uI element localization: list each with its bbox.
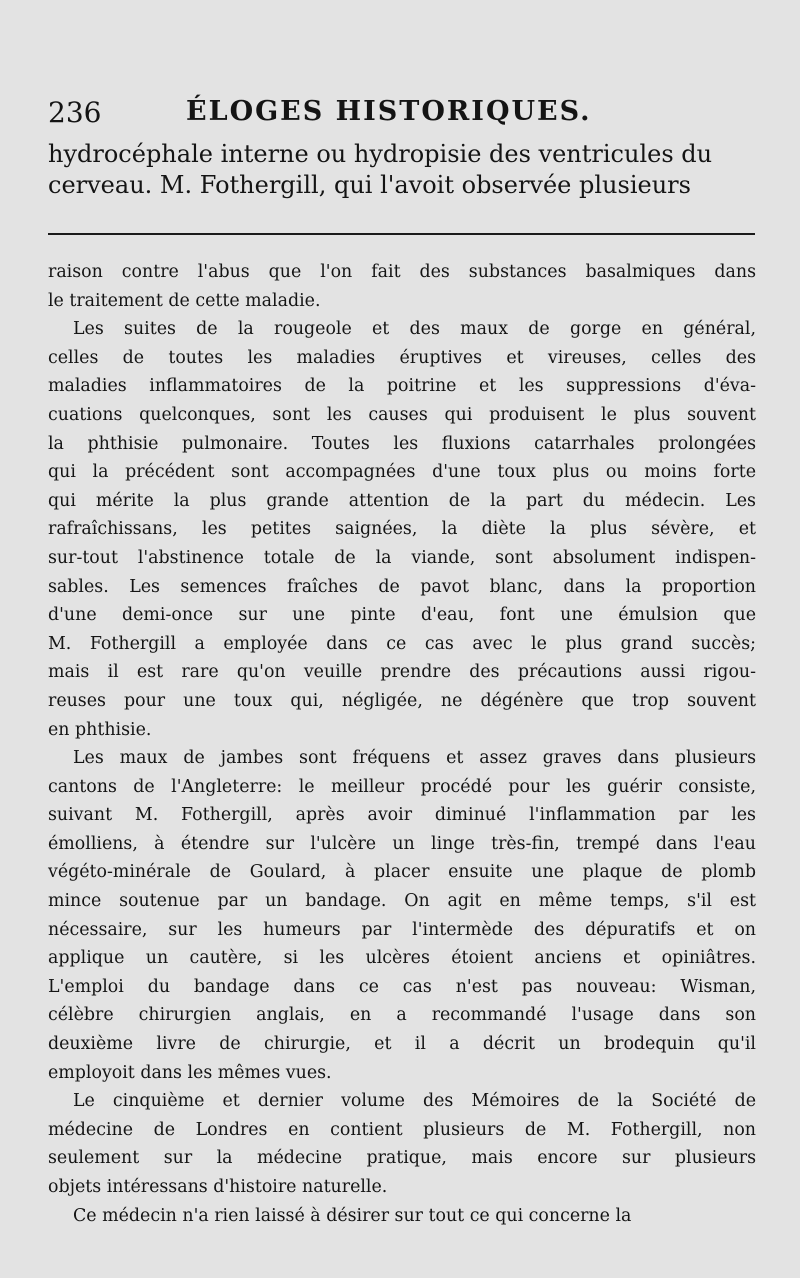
text-line: mince soutenue par un bandage. On agit en même temps, s'il est [48, 891, 756, 912]
text-line: Le cinquième et dernier volume des Mémoires de la Société de [73, 1091, 756, 1112]
text-line: employoit dans les mêmes vues. [48, 1062, 332, 1083]
upper-text-line: cerveau. M. Fothergill, qui l'avoit observée plusieurs [48, 171, 691, 199]
paragraph [48, 258, 756, 315]
text-line: L'emploi du bandage dans ce cas n'est pas nouveau: Wisman, [48, 976, 756, 997]
paragraph [48, 315, 756, 744]
text-line: médecine de Londres en contient plusieurs de M. Fothergill, non [48, 1119, 756, 1140]
text-line: raison contre l'abus que l'on fait des substances basalmiques dans [48, 262, 756, 282]
text-line: Ce médecin n'a rien laissé à désirer sur tout ce qui concerne la [73, 1205, 632, 1226]
text-line: célèbre chirurgien anglais, en a recommandé l'usage dans son [48, 1005, 756, 1026]
text-line: la phthisie pulmonaire. Toutes les fluxions catarrhales prolongées [48, 433, 756, 454]
text-line: maladies inflammatoires de la poitrine et les suppressions d'éva- [48, 376, 756, 397]
text-line: nécessaire, sur les humeurs par l'intermède des dépuratifs et on [48, 919, 756, 940]
text-line: cuations quelconques, sont les causes qui produisent le plus souvent [48, 404, 756, 425]
text-line: émolliens, à étendre sur l'ulcère un linge très-fin, trempé dans l'eau [48, 833, 756, 854]
paragraph [48, 744, 756, 1087]
text-line: qui mérite la plus grande attention de la part du médecin. Les [48, 490, 756, 511]
running-title: ÉLOGES HISTORIQUES. [186, 96, 592, 127]
text-line: M. Fothergill a employée dans ce cas avec le plus grand succès; [48, 633, 756, 654]
text-line: seulement sur la médecine pratique, mais encore sur plusieurs [48, 1148, 756, 1169]
page-header [48, 96, 758, 136]
paragraph [48, 1202, 756, 1231]
body-text [48, 258, 756, 1230]
horizontal-rule [48, 233, 755, 235]
text-line: reuses pour une toux qui, négligée, ne dégénère que trop souvent [48, 690, 756, 711]
text-line: deuxième livre de chirurgie, et il a décrit un brodequin qu'il [48, 1034, 756, 1055]
text-line: sables. Les semences fraîches de pavot blanc, dans la proportion [48, 576, 756, 597]
text-line: Les maux de jambes sont fréquens et assez graves dans plusieurs [73, 748, 756, 769]
text-line: le traitement de cette maladie. [48, 290, 321, 311]
text-line: cantons de l'Angleterre: le meilleur procédé pour les guérir consiste, [48, 776, 756, 797]
text-line: applique un cautère, si les ulcères étoient anciens et opiniâtres. [48, 948, 756, 969]
upper-text-block [48, 139, 758, 201]
text-line: sur-tout l'abstinence totale de la viande, sont absolument indispen- [48, 547, 756, 568]
text-line: objets intéressans d'histoire naturelle. [48, 1177, 388, 1197]
page-number: 236 [48, 96, 102, 129]
text-line: rafraîchissans, les petites saignées, la diète la plus sévère, et [48, 519, 756, 540]
text-line: végéto-minérale de Goulard, à placer ensuite une plaque de plomb [48, 862, 756, 883]
paragraph [48, 1087, 756, 1201]
text-line: en phthisie. [48, 719, 152, 740]
text-line: suivant M. Fothergill, après avoir diminué l'inflammation par les [48, 805, 756, 826]
text-line: qui la précédent sont accompagnées d'une toux plus ou moins forte [48, 462, 756, 483]
text-line: mais il est rare qu'on veuille prendre des précautions aussi rigou- [48, 662, 756, 683]
upper-text-line: hydrocéphale interne ou hydropisie des ventricules du [48, 140, 713, 168]
text-line: d'une demi-once sur une pinte d'eau, font une émulsion que [48, 605, 756, 626]
text-line: celles de toutes les maladies éruptives et vireuses, celles des [48, 347, 756, 368]
text-line: Les suites de la rougeole et des maux de gorge en général, [73, 319, 756, 340]
